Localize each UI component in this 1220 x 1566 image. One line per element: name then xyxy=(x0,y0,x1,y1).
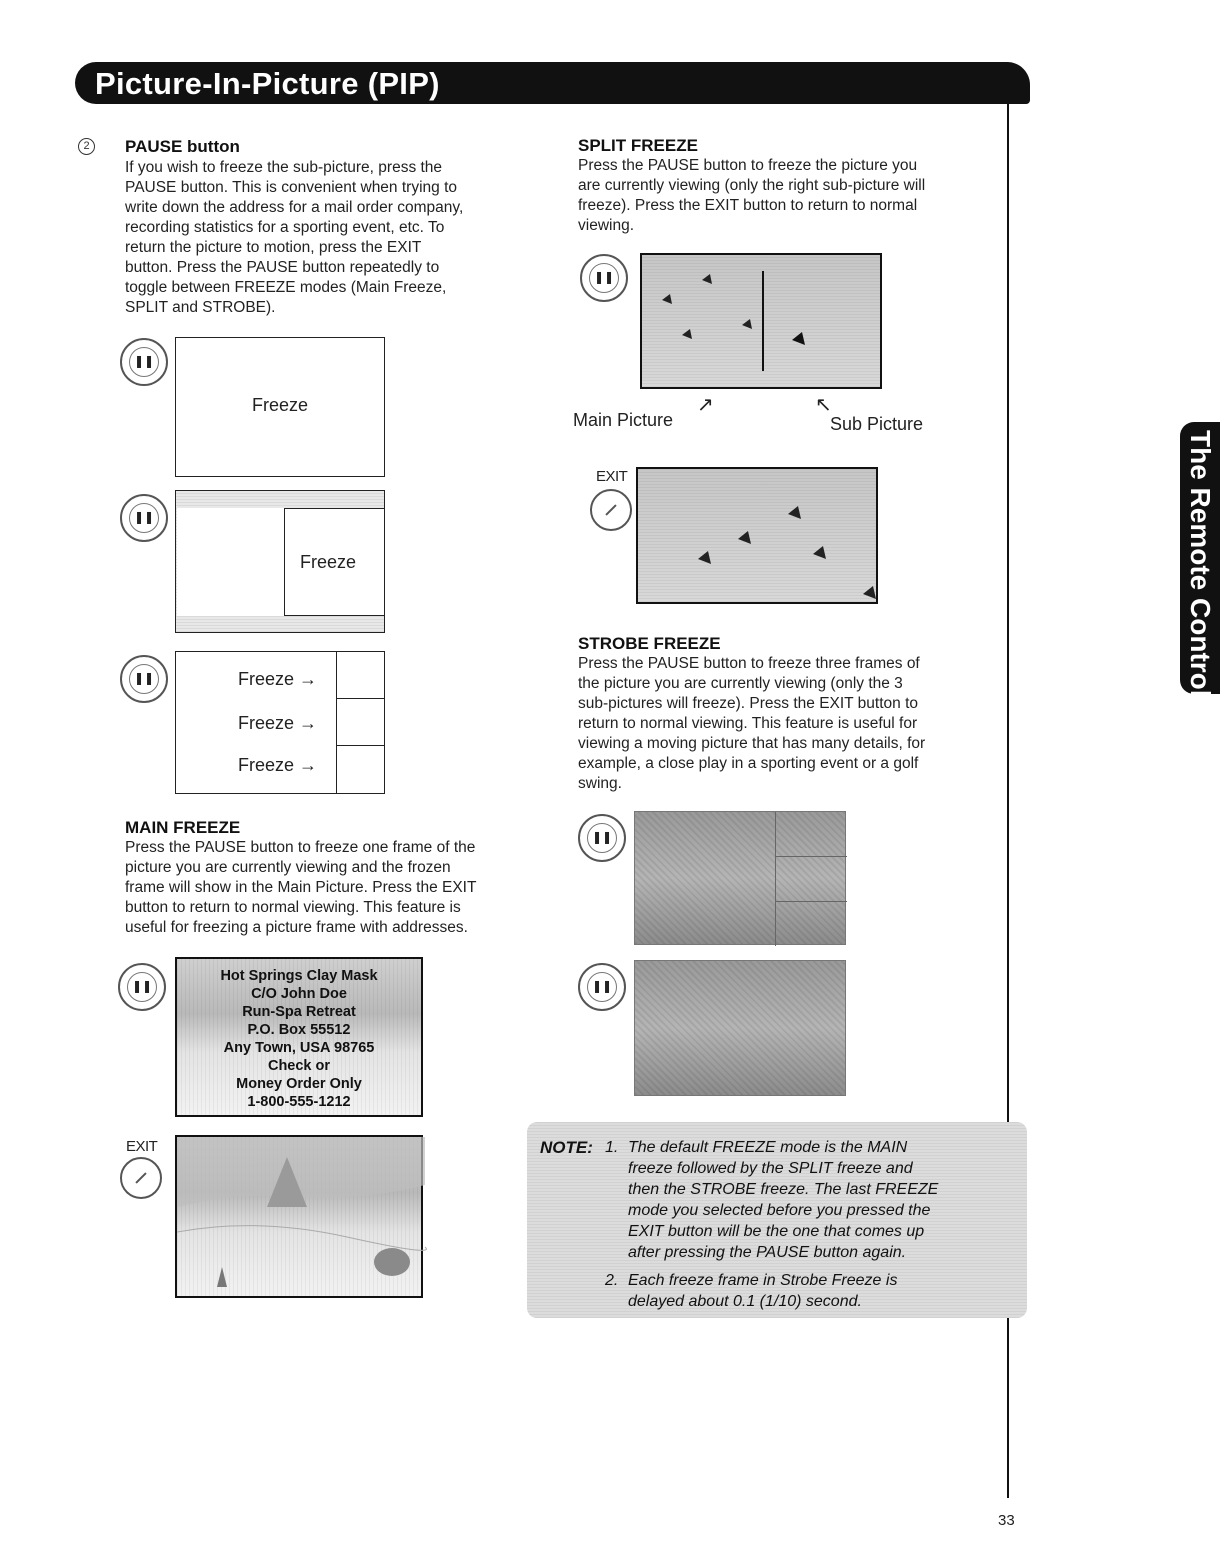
exit-label: EXIT xyxy=(126,1138,158,1155)
exit-button[interactable] xyxy=(590,489,632,531)
freeze-label xyxy=(238,713,317,734)
address-line: Run-Spa Retreat xyxy=(242,1004,356,1020)
pause-icon: ❚❚ xyxy=(129,347,159,377)
page-number: 33 xyxy=(998,1512,1015,1529)
strobe-divider xyxy=(775,856,847,857)
freeze-label xyxy=(238,669,317,690)
section-tab-label: The Remote Control xyxy=(1185,430,1216,698)
note-line: delayed about 0.1 (1/10) second. xyxy=(628,1293,862,1310)
address-line: C/O John Doe xyxy=(251,986,347,1002)
section-tab xyxy=(1180,422,1220,698)
strobe-freeze-line: viewing a moving picture that has many details, for xyxy=(578,735,926,752)
note-line: Each freeze frame in Strobe Freeze is xyxy=(628,1272,898,1289)
freeze-label-text: Freeze xyxy=(238,755,295,775)
pause-body-line: return the picture to motion, press the EXIT xyxy=(125,239,422,256)
main-freeze-line: frame will show in the Main Picture. Press the EXIT xyxy=(125,879,477,896)
split-divider xyxy=(762,271,764,371)
main-freeze-line: button to return to normal viewing. This feature is xyxy=(125,899,461,916)
strobe-divider xyxy=(775,812,776,946)
main-freeze-line: useful for freezing a picture frame with addresses. xyxy=(125,919,468,936)
arrow-icon: → xyxy=(299,755,318,775)
split-freeze-photo xyxy=(640,253,882,389)
pause-button[interactable] xyxy=(118,963,166,1011)
address-line: Check or xyxy=(267,1058,331,1074)
main-freeze-line: picture you are currently viewing and the frozen xyxy=(125,859,451,876)
split-freeze-line: Press the PAUSE button to freeze the picture you xyxy=(578,157,918,174)
pause-button[interactable] xyxy=(578,963,626,1011)
landscape-illustration xyxy=(177,1137,425,1300)
pause-body-line: If you wish to freeze the sub-picture, press the xyxy=(125,159,443,176)
note-line: The default FREEZE mode is the MAIN xyxy=(628,1139,908,1156)
strobe-freeze-heading: STROBE FREEZE xyxy=(578,634,721,653)
strobe-freeze-line: the picture you are currently viewing (only the 3 xyxy=(578,675,903,692)
freeze-label: Freeze xyxy=(252,395,309,415)
pause-button[interactable] xyxy=(120,338,168,386)
climber-photo xyxy=(634,960,846,1096)
pause-button[interactable] xyxy=(578,814,626,862)
note-item-2 xyxy=(628,1270,897,1312)
arrow-up-left-icon: ↖ xyxy=(815,394,832,416)
freeze-label xyxy=(238,755,317,776)
right-rule-lower xyxy=(1007,1318,1009,1498)
exit-photo xyxy=(636,467,878,604)
arrow-up-right-icon: ↗ xyxy=(697,394,714,416)
pause-body-line: toggle between FREEZE modes (Main Freeze, xyxy=(125,279,447,296)
strobe-sub-pane xyxy=(336,651,385,699)
address-line: Any Town, USA 98765 xyxy=(223,1040,375,1056)
split-left-pane xyxy=(177,508,285,616)
note-item-number: 2. xyxy=(605,1272,619,1289)
strobe-freeze-line: return to normal viewing. This feature is useful for xyxy=(578,715,918,732)
pause-icon: ❚❚ xyxy=(129,503,159,533)
split-freeze-heading: SPLIT FREEZE xyxy=(578,136,698,155)
exit-button[interactable] xyxy=(120,1157,162,1199)
pause-icon: ❚❚ xyxy=(129,664,159,694)
right-rule xyxy=(1007,104,1009,1122)
arrow-icon: → xyxy=(299,713,318,733)
split-freeze-line: are currently viewing (only the right sub-picture will xyxy=(578,177,926,194)
freeze-label-text: Freeze xyxy=(238,713,295,733)
main-freeze-body xyxy=(125,838,525,938)
page-title: Picture-In-Picture (PIP) xyxy=(95,66,440,101)
freeze-label: Freeze xyxy=(300,552,357,572)
step-number: 2 xyxy=(78,138,95,155)
strobe-divider xyxy=(775,901,847,902)
arrow-icon: → xyxy=(299,669,318,689)
address-line: 1-800-555-1212 xyxy=(247,1094,351,1110)
sub-picture-label: Sub Picture xyxy=(830,414,924,434)
note-line: after pressing the PAUSE button again. xyxy=(628,1244,907,1261)
address-line: Money Order Only xyxy=(236,1076,362,1092)
strobe-freeze-line: swing. xyxy=(578,775,622,792)
split-freeze-line: freeze). Press the EXIT button to return to normal xyxy=(578,197,918,214)
address-line: Hot Springs Clay Mask xyxy=(220,968,378,984)
address-photo xyxy=(175,957,423,1117)
strobe-photo xyxy=(634,811,846,945)
address-line: P.O. Box 55512 xyxy=(247,1022,351,1038)
note-line: EXIT button will be the one that comes up xyxy=(628,1223,925,1240)
pause-button[interactable] xyxy=(580,254,628,302)
strobe-freeze-line: example, a close play in a sporting event or a golf xyxy=(578,755,919,772)
pause-icon: ❚❚ xyxy=(127,972,157,1002)
split-freeze-line: viewing. xyxy=(578,217,634,234)
strobe-sub-pane xyxy=(336,745,385,794)
note-line: freeze followed by the SPLIT freeze and xyxy=(628,1160,913,1177)
main-picture-label: Main Picture xyxy=(573,410,674,430)
freeze-label-text: Freeze xyxy=(238,669,295,689)
pause-body-line: SPLIT and STROBE). xyxy=(125,299,276,316)
pause-button[interactable] xyxy=(120,655,168,703)
exit-label: EXIT xyxy=(596,468,628,485)
pause-button[interactable] xyxy=(120,494,168,542)
split-freeze-body xyxy=(578,156,988,236)
pause-heading: PAUSE button xyxy=(125,137,240,156)
pause-body-line: recording statistics for a sporting event, etc. To xyxy=(125,219,445,236)
pause-body xyxy=(125,158,525,318)
note-item-1 xyxy=(628,1137,938,1263)
strobe-sub-pane xyxy=(336,698,385,746)
main-freeze-heading: MAIN FREEZE xyxy=(125,818,241,837)
pause-body-line: button. Press the PAUSE button repeatedly to xyxy=(125,259,440,276)
note-prefix: NOTE: xyxy=(540,1138,593,1157)
strobe-freeze-line: Press the PAUSE button to freeze three frames of xyxy=(578,655,920,672)
jets-illustration xyxy=(638,469,880,606)
pause-icon: ❚❚ xyxy=(587,972,617,1002)
note-item-number: 1. xyxy=(605,1139,619,1156)
strobe-freeze-line: sub-pictures will freeze). Press the EXIT button to xyxy=(578,695,919,712)
landscape-photo xyxy=(175,1135,423,1298)
pause-icon: ❚❚ xyxy=(589,263,619,293)
note-line: then the STROBE freeze. The last FREEZE xyxy=(628,1181,939,1198)
main-freeze-line: Press the PAUSE button to freeze one frame of the xyxy=(125,839,476,856)
note-line: mode you selected before you pressed the xyxy=(628,1202,931,1219)
pause-body-line: PAUSE button. This is convenient when trying to xyxy=(125,179,457,196)
strobe-freeze-body xyxy=(578,654,988,794)
pause-body-line: write down the address for a mail order company, xyxy=(125,199,464,216)
pause-icon: ❚❚ xyxy=(587,823,617,853)
